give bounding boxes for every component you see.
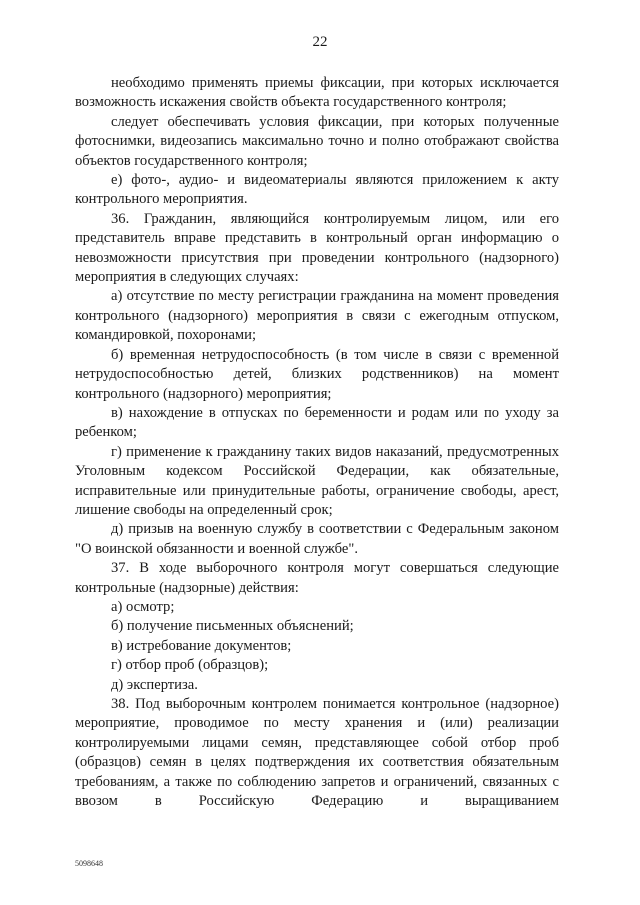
document-code: 5098648 [75,859,103,868]
paragraph: д) экспертиза. [111,676,198,693]
document-body [75,74,559,811]
paragraph: необходимо применять приемы фиксации, при которых исключается возможность искажения свойств объекта государственного контроля; [75,75,559,111]
paragraph: г) применение к гражданину таких видов наказаний, предусмотренных Уголовным кодексом Российской Федерации, как обязательные, исправительные или принудительные работы, ограничение свободы, арест, лишение свободы на определенный срок; [75,443,559,518]
paragraph: г) отбор проб (образцов); [111,657,269,674]
paragraph-clause-36: 36. Гражданин, являющийся контролируемым лицом, или его представитель вправе представить в контрольный орган информацию о невозможности присутствия при проведении контрольного (надзорного) мероприятия в следующих случаях: [75,210,559,286]
paragraph: в) нахождение в отпусках по беременности и родам или по уходу за ребенком; [75,404,559,441]
paragraph-clause-38: 38. Под выборочным контролем понимается контрольное (надзорное) мероприятие, проводимое по месту хранения и (или) реализации контролируемыми лицами семян, представляющее собой отбор проб (образцов) семян в целях подтверждения их соответствия обязательным требованиям, а также по соблюдению запретов и ограничений, связанных с ввозом в Российскую Федерацию и выращиванием [75,696,559,810]
paragraph: б) временная нетрудоспособность (в том числе в связи с временной нетрудоспособностью детей, близких родственников) на момент контрольного (надзорного) мероприятия; [75,346,559,402]
paragraph: е) фото-, аудио- и видеоматериалы являются приложением к акту контрольного мероприятия. [75,172,559,208]
page-number: 22 [312,34,328,50]
paragraph: в) истребование документов; [111,637,292,654]
paragraph: а) отсутствие по месту регистрации гражданина на момент проведения контрольного (надзорного) мероприятия в связи с ежегодным отпуском, командировкой, похоронами; [75,288,559,344]
paragraph: б) получение письменных объяснений; [111,618,354,635]
paragraph-clause-37: 37. В ходе выборочного контроля могут совершаться следующие контрольные (надзорные) действия: [75,560,559,596]
paragraph: а) осмотр; [111,598,175,615]
paragraph: следует обеспечивать условия фиксации, при которых полученные фотоснимки, видеозапись максимально точно и полно отображают свойства объектов государственного контроля; [75,113,559,169]
paragraph: д) призыв на военную службу в соответствии с Федеральным законом "О воинской обязанности и военной службе". [75,521,559,557]
